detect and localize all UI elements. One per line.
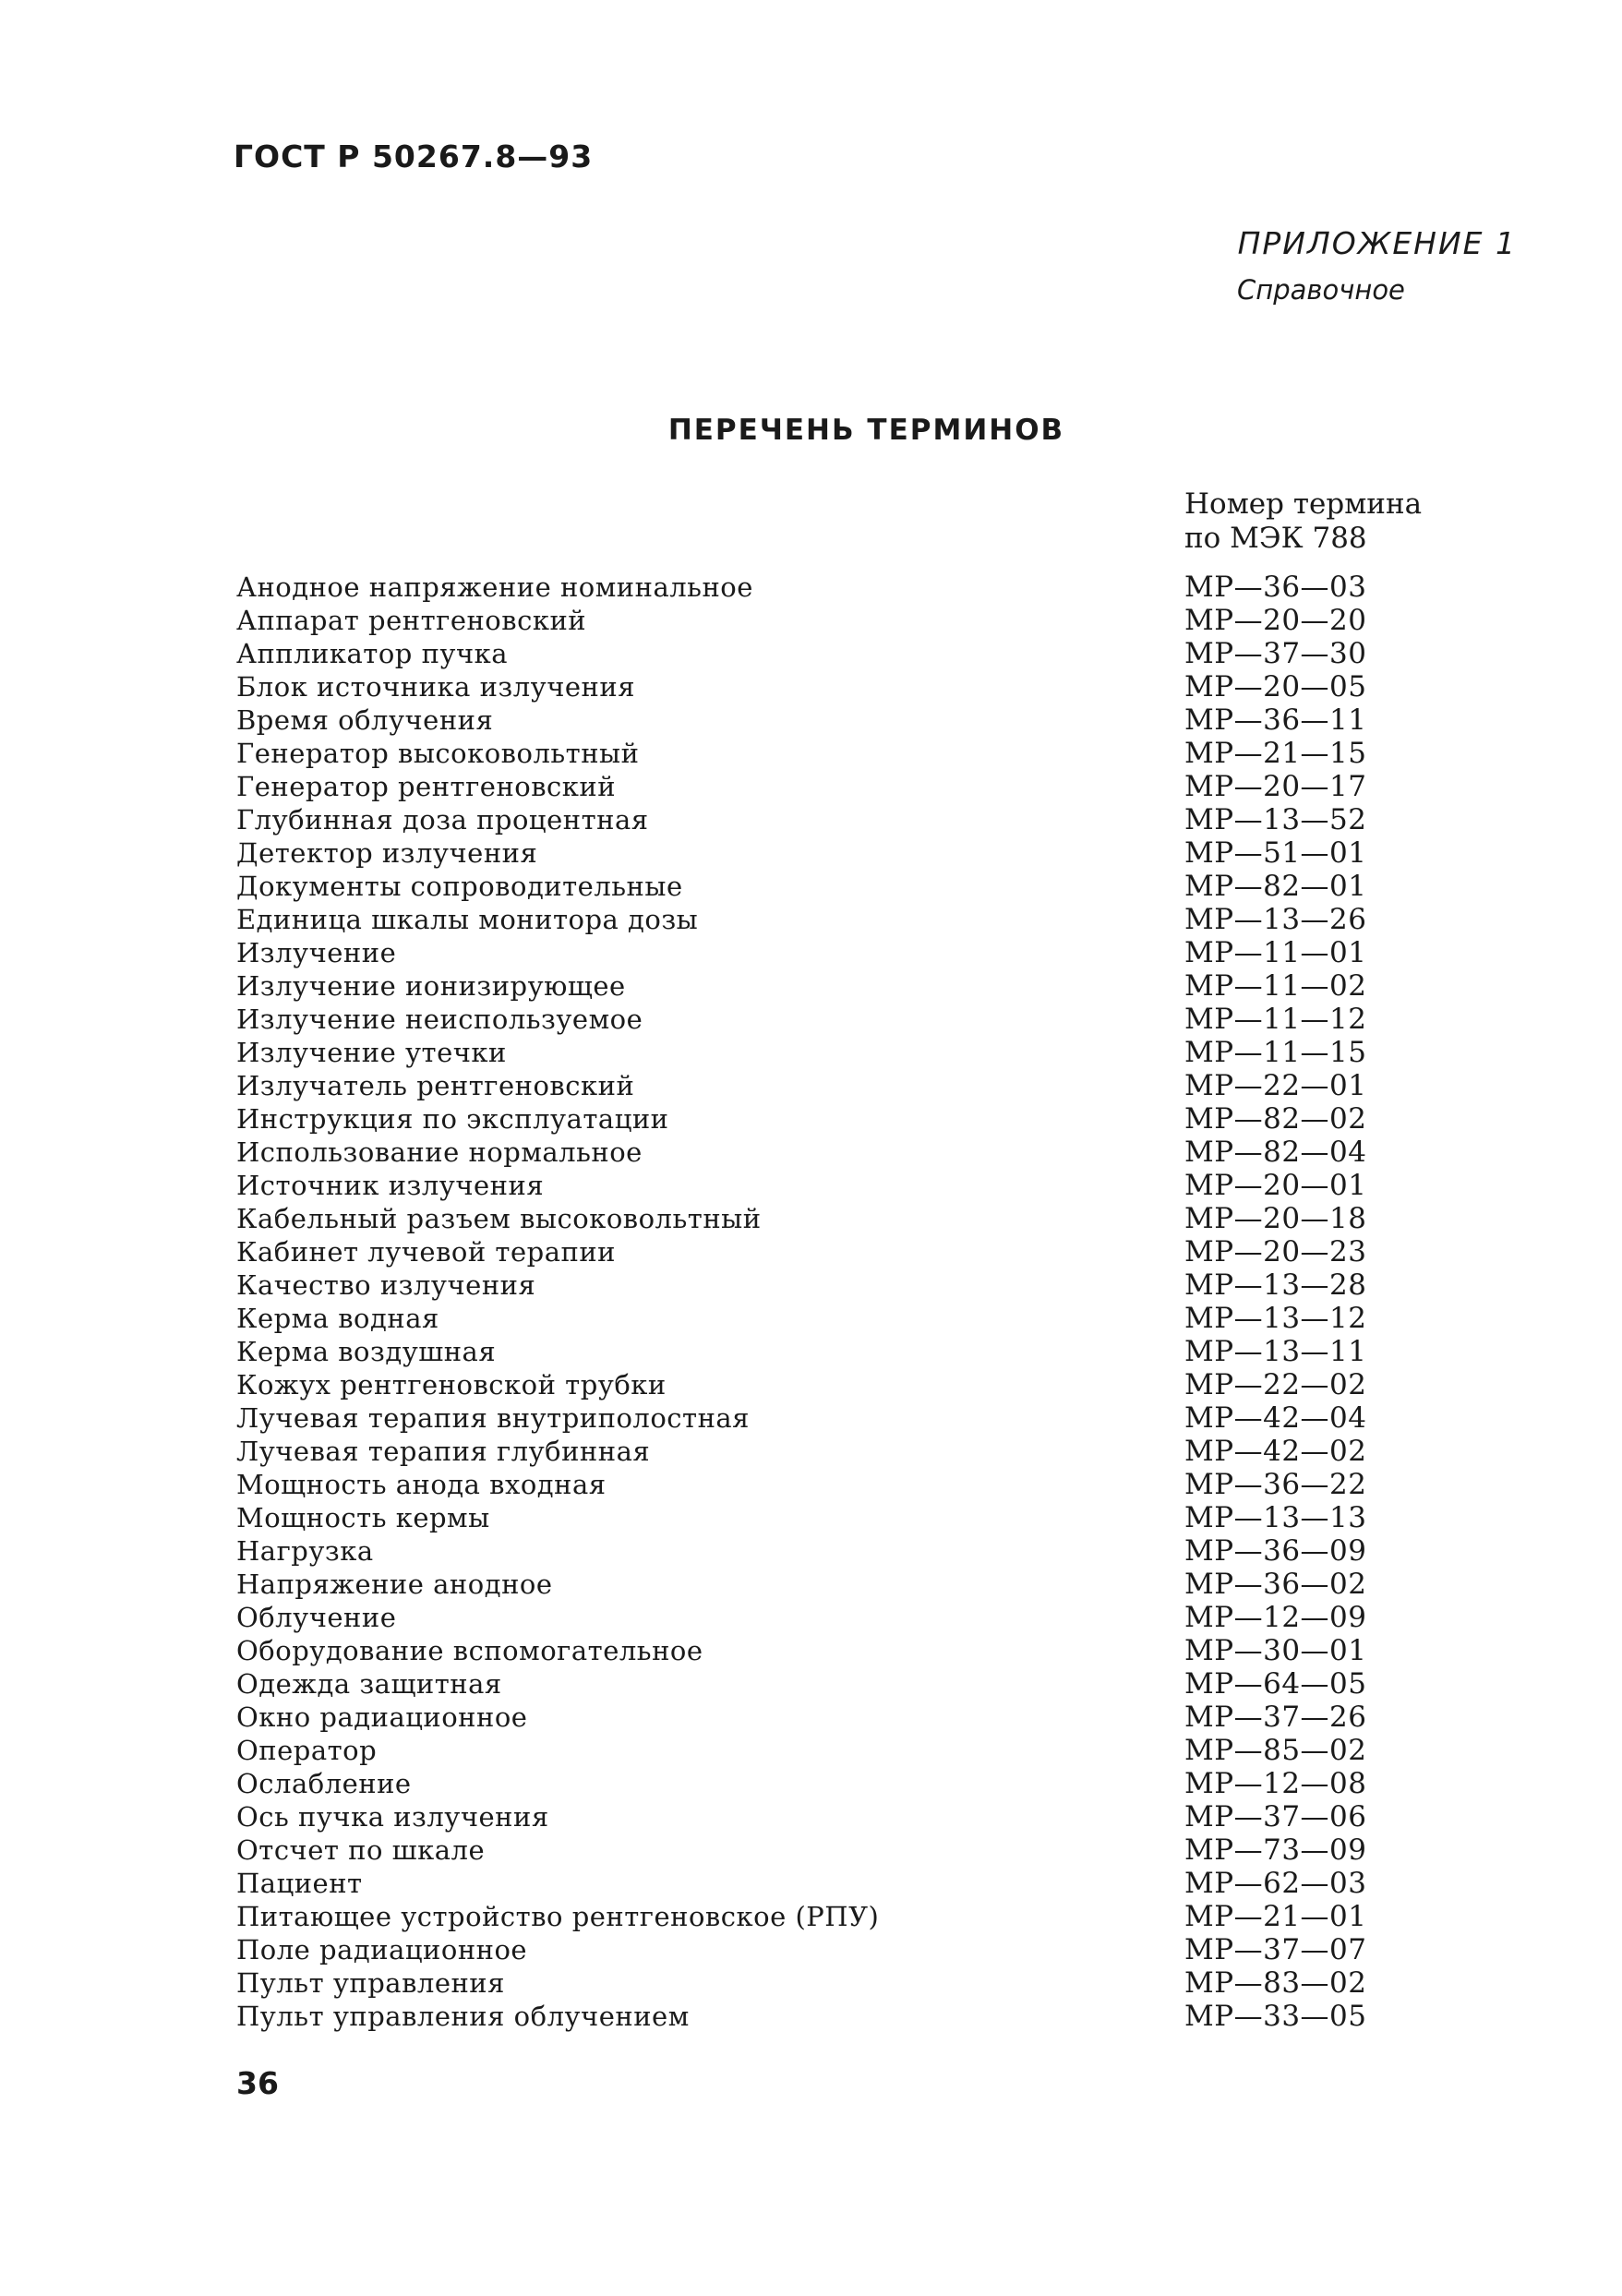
term-row xyxy=(236,670,1436,703)
term-row xyxy=(236,936,1436,969)
term-name: Лучевая терапия глубинная xyxy=(236,1436,651,1467)
term-code: МР—13—26 xyxy=(1184,903,1367,936)
term-row xyxy=(236,604,1436,637)
term-name: Время облучения xyxy=(236,704,494,736)
term-row xyxy=(236,1534,1436,1568)
term-name: Документы сопроводительные xyxy=(236,871,683,902)
term-name: Кожух рентгеновской трубки xyxy=(236,1369,667,1400)
page-number: 36 xyxy=(236,2065,279,2101)
term-row xyxy=(236,1966,1436,2000)
term-code: МР—11—15 xyxy=(1184,1036,1367,1069)
term-name: Излучение утечки xyxy=(236,1037,507,1068)
term-name: Генератор высоковольтный xyxy=(236,738,640,769)
appendix-subtitle: Справочное xyxy=(1237,274,1405,306)
term-name: Пульт управления xyxy=(236,1967,505,1999)
term-code: МР—37—07 xyxy=(1184,1933,1367,1966)
term-code: МР—62—03 xyxy=(1184,1867,1367,1900)
term-code: МР—13—11 xyxy=(1184,1335,1367,1368)
term-name: Использование нормальное xyxy=(236,1136,643,1168)
term-name: Блок источника излучения xyxy=(236,671,635,703)
term-row xyxy=(236,1867,1436,1900)
term-name: Анодное напряжение номинальное xyxy=(236,571,753,603)
term-row xyxy=(236,1302,1436,1335)
term-code: МР—21—15 xyxy=(1184,737,1367,770)
term-row xyxy=(236,1169,1436,1202)
term-name: Инструкция по эксплуатации xyxy=(236,1103,669,1135)
term-row xyxy=(236,2000,1436,2033)
term-code: МР—13—52 xyxy=(1184,803,1367,836)
term-name: Единица шкалы монитора дозы xyxy=(236,904,699,935)
appendix-title: ПРИЛОЖЕНИЕ 1 xyxy=(1237,225,1517,261)
term-name: Нагрузка xyxy=(236,1535,374,1567)
term-name: Ось пучка излучения xyxy=(236,1801,549,1833)
column-header-line2: по МЭК 788 xyxy=(1184,522,1367,555)
term-name: Глубинная доза процентная xyxy=(236,804,649,835)
term-name: Отсчет по шкале xyxy=(236,1834,486,1866)
term-row xyxy=(236,1634,1436,1667)
term-row xyxy=(236,571,1436,604)
term-name: Излучение ионизирующее xyxy=(236,970,626,1002)
term-name: Излучение неиспользуемое xyxy=(236,1004,643,1035)
term-name: Излучатель рентгеновский xyxy=(236,1070,635,1101)
term-name: Источник излучения xyxy=(236,1170,545,1201)
term-code: МР—37—06 xyxy=(1184,1800,1367,1833)
term-code: МР—64—05 xyxy=(1184,1667,1367,1701)
term-name: Лучевая терапия внутриполостная xyxy=(236,1402,750,1434)
term-row xyxy=(236,903,1436,936)
term-code: МР—20—20 xyxy=(1184,604,1367,637)
term-name: Излучение xyxy=(236,937,397,968)
term-code: МР—20—23 xyxy=(1184,1235,1367,1268)
term-name: Одежда защитная xyxy=(236,1668,502,1700)
list-title: ПЕРЕЧЕНЬ ТЕРМИНОВ xyxy=(667,414,1065,447)
term-row xyxy=(236,803,1436,836)
term-name: Керма водная xyxy=(236,1303,439,1334)
term-code: МР—11—12 xyxy=(1184,1003,1367,1036)
term-name: Детектор излучения xyxy=(236,837,538,869)
term-code: МР—83—02 xyxy=(1184,1966,1367,2000)
term-code: МР—11—01 xyxy=(1184,936,1367,969)
term-row xyxy=(236,1767,1436,1800)
term-code: МР—30—01 xyxy=(1184,1634,1367,1667)
term-name: Пациент xyxy=(236,1868,363,1899)
term-name: Оборудование вспомогательное xyxy=(236,1635,703,1666)
term-code: МР—36—03 xyxy=(1184,571,1367,604)
term-row xyxy=(236,1833,1436,1867)
term-code: МР—22—01 xyxy=(1184,1069,1367,1102)
term-code: МР—82—02 xyxy=(1184,1102,1367,1136)
term-row xyxy=(236,1568,1436,1601)
term-row xyxy=(236,1435,1436,1468)
column-header-line1: Номер термина xyxy=(1184,487,1423,521)
term-row xyxy=(236,1335,1436,1368)
term-code: МР—20—18 xyxy=(1184,1202,1367,1235)
term-name: Качество излучения xyxy=(236,1269,536,1301)
term-name: Облучение xyxy=(236,1602,397,1633)
term-row xyxy=(236,1501,1436,1534)
term-row xyxy=(236,870,1436,903)
term-code: МР—73—09 xyxy=(1184,1833,1367,1867)
term-row xyxy=(236,770,1436,803)
term-code: МР—11—02 xyxy=(1184,969,1367,1003)
term-code: МР—51—01 xyxy=(1184,836,1367,870)
term-code: МР—20—05 xyxy=(1184,670,1367,703)
term-code: МР—21—01 xyxy=(1184,1900,1367,1933)
term-code: МР—37—26 xyxy=(1184,1701,1367,1734)
term-code: МР—82—01 xyxy=(1184,870,1367,903)
term-code: МР—13—28 xyxy=(1184,1268,1367,1302)
term-code: МР—42—04 xyxy=(1184,1401,1367,1435)
term-row xyxy=(236,1368,1436,1401)
term-code: МР—36—09 xyxy=(1184,1534,1367,1568)
column-header xyxy=(1184,487,1422,556)
term-name: Напряжение анодное xyxy=(236,1569,553,1600)
term-code: МР—13—12 xyxy=(1184,1302,1367,1335)
term-row xyxy=(236,1136,1436,1169)
term-name: Кабельный разъем высоковольтный xyxy=(236,1203,762,1234)
term-row xyxy=(236,969,1436,1003)
term-row xyxy=(236,1069,1436,1102)
term-row xyxy=(236,1800,1436,1833)
term-name: Мощность кермы xyxy=(236,1502,490,1533)
term-code: МР—12—08 xyxy=(1184,1767,1367,1800)
term-name: Мощность анода входная xyxy=(236,1469,607,1500)
term-row xyxy=(236,737,1436,770)
term-code: МР—36—02 xyxy=(1184,1568,1367,1601)
term-name: Пульт управления облучением xyxy=(236,2001,690,2032)
term-row xyxy=(236,637,1436,670)
term-code: МР—85—02 xyxy=(1184,1734,1367,1767)
term-code: МР—36—22 xyxy=(1184,1468,1367,1501)
term-name: Ослабление xyxy=(236,1768,412,1799)
term-name: Поле радиационное xyxy=(236,1934,528,1965)
term-row xyxy=(236,1235,1436,1268)
term-row xyxy=(236,1202,1436,1235)
term-code: МР—37—30 xyxy=(1184,637,1367,670)
term-code: МР—13—13 xyxy=(1184,1501,1367,1534)
term-code: МР—22—02 xyxy=(1184,1368,1367,1401)
term-row xyxy=(236,703,1436,737)
term-row xyxy=(236,1102,1436,1136)
term-name: Оператор xyxy=(236,1735,378,1766)
term-code: МР—12—09 xyxy=(1184,1601,1367,1634)
term-code: МР—42—02 xyxy=(1184,1435,1367,1468)
term-row xyxy=(236,1667,1436,1701)
term-row xyxy=(236,1268,1436,1302)
term-row xyxy=(236,836,1436,870)
term-code: МР—20—01 xyxy=(1184,1169,1367,1202)
term-row xyxy=(236,1401,1436,1435)
term-code: МР—82—04 xyxy=(1184,1136,1367,1169)
term-name: Аппарат рентгеновский xyxy=(236,605,587,636)
term-row xyxy=(236,1933,1436,1966)
term-code: МР—36—11 xyxy=(1184,703,1367,737)
term-code: МР—33—05 xyxy=(1184,2000,1367,2033)
term-name: Аппликатор пучка xyxy=(236,638,509,669)
term-row xyxy=(236,1601,1436,1634)
term-code: МР—20—17 xyxy=(1184,770,1367,803)
term-name: Окно радиационное xyxy=(236,1701,528,1733)
terms-list xyxy=(236,571,1436,2033)
term-row xyxy=(236,1900,1436,1933)
term-row xyxy=(236,1701,1436,1734)
term-name: Кабинет лучевой терапии xyxy=(236,1236,616,1268)
term-row xyxy=(236,1734,1436,1767)
term-row xyxy=(236,1468,1436,1501)
term-name: Питающее устройство рентгеновское (РПУ) xyxy=(236,1901,880,1932)
document-code: ГОСТ Р 50267.8—93 xyxy=(234,138,594,174)
term-row xyxy=(236,1036,1436,1069)
term-row xyxy=(236,1003,1436,1036)
term-name: Генератор рентгеновский xyxy=(236,771,617,802)
term-name: Керма воздушная xyxy=(236,1336,497,1367)
